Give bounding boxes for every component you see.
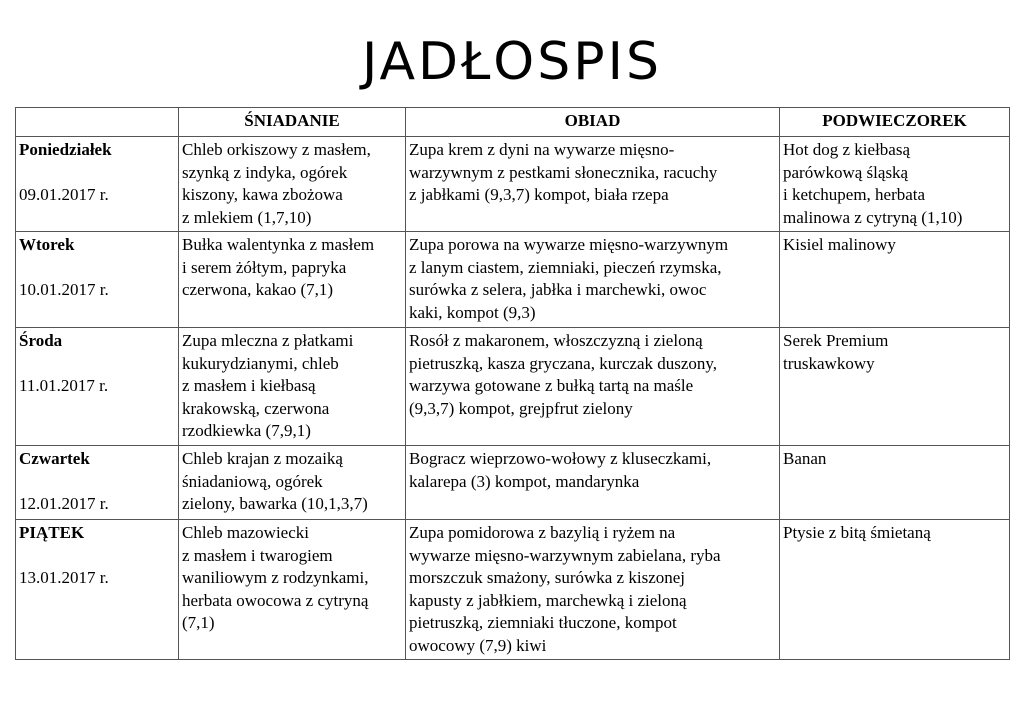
header-breakfast: ŚNIADANIE (179, 108, 406, 137)
breakfast-cell: Bułka walentynka z masłem i serem żółtym, papryka czerwona, kakao (7,1) (179, 232, 406, 328)
day-cell (16, 446, 179, 520)
table-row (16, 137, 1010, 232)
breakfast-cell: Chleb orkiszowy z masłem, szynką z indyka, ogórek kiszony, kawa zbożowa z mlekiem (1,7,10) (179, 137, 406, 232)
snack-cell: Serek Premium truskawkowy (780, 328, 1010, 446)
lunch-cell: Zupa krem z dyni na wywarze mięsno- warzywnym z pestkami słonecznika, racuchy z jabłkami (9,3,7) kompot, biała rzepa (406, 137, 780, 232)
lunch-cell: Bogracz wieprzowo-wołowy z kluseczkami, kalarepa (3) kompot, mandarynka (406, 446, 780, 520)
day-date: 10.01.2017 r. (19, 279, 109, 299)
header-day (16, 108, 179, 137)
lunch-cell: Zupa pomidorowa z bazylią i ryżem na wywarze mięsno-warzywnym zabielana, ryba morszczuk smażony, surówka z kiszonej kapusty z jabłkiem, marchewką i zieloną pietruszką, ziemniaki tłuczone, kompot owocowy (7,9) kiwi (406, 520, 780, 660)
day-cell (16, 328, 179, 446)
header-row (16, 108, 1010, 137)
day-date: 13.01.2017 r. (19, 567, 109, 587)
day-name: Wtorek (19, 235, 75, 254)
day-name: Środa (19, 331, 63, 350)
snack-cell: Hot dog z kiełbasą parówkową śląską i ketchupem, herbata malinowa z cytryną (1,10) (780, 137, 1010, 232)
day-date: 11.01.2017 r. (19, 375, 109, 395)
day-date: 12.01.2017 r. (19, 493, 109, 513)
snack-cell: Kisiel malinowy (780, 232, 1010, 328)
lunch-cell: Rosół z makaronem, włoszczyzną i zieloną pietruszką, kasza gryczana, kurczak duszony, warzywa gotowane z bułką tartą na maśle (9,3,7) kompot, grejpfrut zielony (406, 328, 780, 446)
day-cell (16, 232, 179, 328)
day-name: PIĄTEK (19, 523, 85, 542)
day-cell (16, 137, 179, 232)
table-row (16, 446, 1010, 520)
menu-table (15, 107, 1010, 660)
snack-cell: Ptysie z bitą śmietaną (780, 520, 1010, 660)
snack-cell: Banan (780, 446, 1010, 520)
day-cell (16, 520, 179, 660)
breakfast-cell: Chleb mazowiecki z masłem i twarogiem waniliowym z rodzynkami, herbata owocowa z cytryną (7,1) (179, 520, 406, 660)
day-name: Poniedziałek (19, 140, 112, 159)
breakfast-cell: Chleb krajan z mozaiką śniadaniową, ogórek zielony, bawarka (10,1,3,7) (179, 446, 406, 520)
page-title: JADŁOSPIS (362, 32, 662, 92)
header-lunch: OBIAD (406, 108, 780, 137)
day-name: Czwartek (19, 449, 90, 468)
table-row (16, 328, 1010, 446)
lunch-cell: Zupa porowa na wywarze mięsno-warzywnym z lanym ciastem, ziemniaki, pieczeń rzymska, surówka z selera, jabłka i marchewki, owoc kaki, kompot (9,3) (406, 232, 780, 328)
breakfast-cell: Zupa mleczna z płatkami kukurydzianymi, chleb z masłem i kiełbasą krakowską, czerwona rzodkiewka (7,9,1) (179, 328, 406, 446)
day-date: 09.01.2017 r. (19, 184, 109, 204)
table-row (16, 520, 1010, 660)
header-snack: PODWIECZOREK (780, 108, 1010, 137)
table-row (16, 232, 1010, 328)
